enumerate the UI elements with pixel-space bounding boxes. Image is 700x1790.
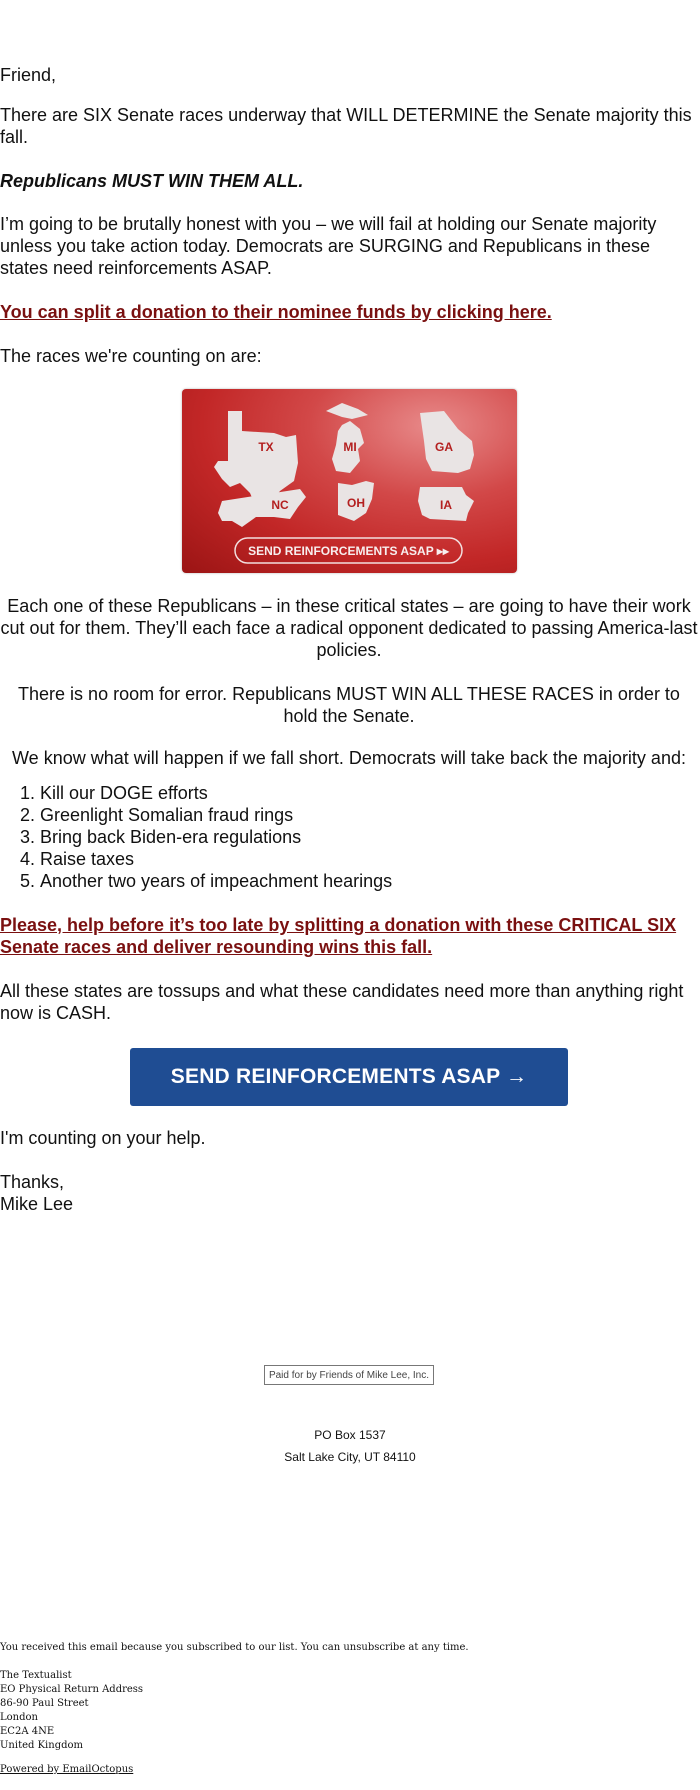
footer-address-line: 86-90 Paul Street (0, 1698, 89, 1709)
banner-button-label: SEND REINFORCEMENTS ASAP ▸▸ (248, 544, 449, 558)
list-item: 3. Bring back Biden-era regulations (40, 826, 392, 848)
honest-paragraph: I’m going to be brutally honest with you – we will fail at holding our Senate majority unless you take action today. Democrats are SURGING and Republicans in these states need reinforcements ASAP. (0, 214, 657, 278)
footer-address-line: London (0, 1712, 38, 1723)
list-item: 4. Raise taxes (40, 848, 392, 870)
must-win-heading: Republicans MUST WIN THEM ALL. (0, 171, 304, 191)
address-line-1: PO Box 1537 (314, 1428, 386, 1442)
footer-org-name: The Textualist (0, 1670, 72, 1681)
state-label-tx: TX (258, 440, 274, 454)
subscription-notice: You received this email because you subscribed to our list. You can unsubscribe at any time. (0, 1642, 469, 1653)
paid-for-disclaimer: Paid for by Friends of Mike Lee, Inc. (264, 1365, 434, 1385)
we-know-paragraph: We know what will happen if we fall short. Democrats will take back the majority and: (12, 748, 686, 768)
each-one-paragraph: Each one of these Republicans – in these critical states – are going to have their work cut out for them. They’ll each face a radical opponent dedicated to passing America-last policies. (0, 596, 698, 660)
no-room-paragraph: There is no room for error. Republicans MUST WIN ALL THESE RACES in order to hold the Senate. (18, 684, 680, 726)
split-donation-link[interactable]: You can split a donation to their nominee funds by clicking here. (0, 302, 552, 322)
counting-line: I'm counting on your help. (0, 1128, 206, 1148)
send-reinforcements-button[interactable]: SEND REINFORCEMENTS ASAP → (130, 1048, 568, 1106)
tossups-paragraph: All these states are tossups and what these candidates need more than anything right now is CASH. (0, 981, 684, 1023)
thanks-line: Thanks, (0, 1172, 65, 1192)
state-label-ia: IA (440, 498, 452, 512)
footer-org-block (0, 1669, 143, 1753)
signature: Mike Lee (0, 1194, 74, 1214)
help-donation-link[interactable]: Please, help before it’s too late by splitting a donation with these CRITICAL SIX Senate races and deliver resounding wins this fall. (0, 915, 677, 957)
consequences-list (0, 782, 392, 892)
state-label-ga: GA (435, 440, 453, 454)
state-label-mi: MI (343, 440, 357, 454)
list-item: 1. Kill our DOGE efforts (40, 782, 392, 804)
intro-paragraph: There are SIX Senate races underway that WILL DETERMINE the Senate majority this fall. (0, 105, 692, 147)
address-line-2: Salt Lake City, UT 84110 (284, 1450, 416, 1464)
races-intro: The races we're counting on are: (0, 346, 262, 366)
state-label-nc: NC (271, 498, 289, 512)
footer-address-line: EC2A 4NE (0, 1726, 55, 1737)
greeting: Friend, (0, 65, 57, 85)
states-map-graphic (182, 389, 517, 573)
footer-address-line: EO Physical Return Address (0, 1684, 144, 1695)
list-item: 2. Greenlight Somalian fraud rings (40, 804, 392, 826)
michigan-shape (326, 403, 368, 473)
powered-by-link[interactable]: Powered by EmailOctopus (0, 1764, 134, 1775)
list-item: 5. Another two years of impeachment hearings (40, 870, 392, 892)
state-label-oh: OH (347, 496, 365, 510)
footer-address-line: United Kingdom (0, 1740, 83, 1751)
states-banner-image[interactable] (182, 389, 517, 573)
